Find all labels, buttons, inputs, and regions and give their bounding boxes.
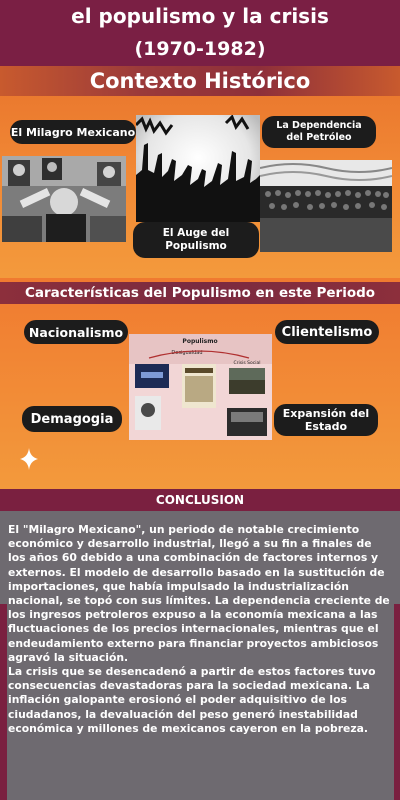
page-title: el populismo y la crisis <box>71 4 329 28</box>
label-milagro-mexicano: El Milagro Mexicano <box>10 120 136 144</box>
label-dependencia-petroleo <box>262 116 376 148</box>
context-section-title: Contexto Histórico <box>0 66 400 96</box>
conclusion-body <box>0 511 400 800</box>
label-expansion-estado-text: Expansión del Estado <box>282 407 370 433</box>
label-clientelismo: Clientelismo <box>275 320 379 344</box>
label-nacionalismo: Nacionalismo <box>24 320 128 344</box>
dependencia-petroleo-photo <box>260 160 392 252</box>
milagro-mexicano-photo <box>2 156 126 242</box>
characteristics-section-title: Características del Populismo en este Periodo <box>0 282 400 304</box>
right-accent-strip <box>394 604 400 800</box>
populismo-diagram-image <box>129 334 272 440</box>
label-demagogia: Demagogia <box>22 406 122 432</box>
left-accent-strip <box>0 604 7 800</box>
label-auge-populismo-text: El Auge del Populismo <box>162 227 230 252</box>
populismo-caption: Populismo <box>182 338 218 345</box>
label-auge-populismo <box>133 222 259 258</box>
desigualdad-caption: Desigualdad <box>171 350 203 356</box>
label-dependencia-petroleo-text: La Dependencia del Petróleo <box>276 120 362 143</box>
conclusion-paragraph-1: El "Milagro Mexicano", un periodo de notable crecimiento económico y desarrollo industrial, llegó a su fin a finales de los años 60 debido a una combinación de factores internos y externos. El modelo de desarrollo basado en la sustitución de importaciones, que había impulsado la industrialización nacional, se topó con sus límites. La dependencia creciente de los ingresos petroleros expuso a la economía mexicana a las fluctuaciones de los precios internacionales, mientras que el endeudamiento externo para financiar proyectos ambiciosos agravó la situación. <box>8 523 390 664</box>
sparkle-icon <box>20 448 38 470</box>
conclusion-paragraph-2: La crisis que se desencadenó a partir de estos factores tuvo consecuencias devastadoras para la sociedad mexicana. La inflación galopante erosionó el poder adquisitivo de los ciudadanos, la devaluación del peso generó inestabilidad económica y millones de mexicanos cayeron en la pobreza. <box>8 665 376 735</box>
crisis-social-caption: Crisis Social <box>233 361 261 366</box>
header <box>0 0 400 66</box>
conclusion-title: CONCLUSION <box>0 489 400 511</box>
auge-populismo-photo <box>136 115 260 222</box>
label-expansion-estado <box>274 404 378 436</box>
page-subtitle-years: (1970-1982) <box>134 38 266 60</box>
